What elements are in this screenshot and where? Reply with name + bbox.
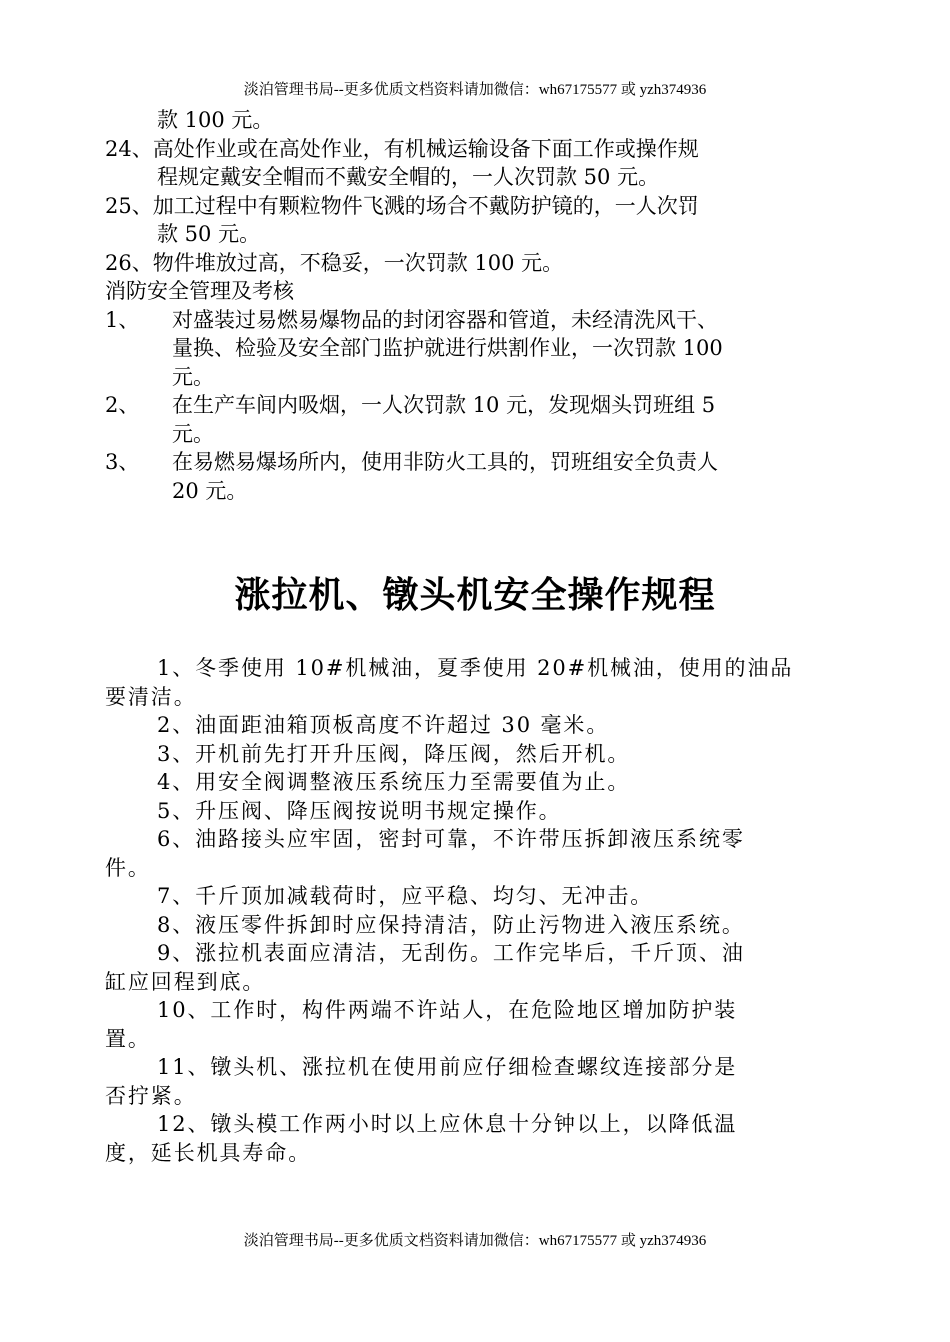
fire-item-1-line-2: 量换、检验及安全部门监护就进行烘割作业，一次罚款 100 bbox=[172, 336, 723, 360]
fire-item-2-text-1: 在生产车间内吸烟，一人次罚款 10 元，发现烟头罚班组 5 bbox=[172, 393, 716, 417]
procedure-line: 11、镦头机、涨拉机在使用前应仔细检查螺纹连接部分是 bbox=[157, 1055, 738, 1079]
item-24-line-1: 24、高处作业或在高处作业，有机械运输设备下面工作或操作规 bbox=[105, 136, 699, 161]
procedure-line: 2、油面距油箱顶板高度不许超过 30 毫米。 bbox=[157, 713, 610, 737]
continued-line: 款 100 元。 bbox=[157, 108, 274, 132]
fire-item-2-number: 2、 bbox=[105, 393, 140, 417]
procedure-line: 5、升压阀、降压阀按说明书规定操作。 bbox=[157, 798, 562, 823]
fire-item-1-text-1: 对盛装过易燃易爆物品的封闭容器和管道，未经清洗风干、 bbox=[172, 307, 718, 332]
procedure-line: 9、涨拉机表面应清洁，无刮伤。工作完毕后，千斤顶、油 bbox=[157, 941, 745, 965]
fire-item-3-line-1 bbox=[105, 448, 850, 477]
fire-item-2-line-1 bbox=[105, 391, 850, 420]
fire-item-3-number: 3、 bbox=[105, 450, 140, 474]
procedure-line: 6、油路接头应牢固，密封可靠，不许带压拆卸液压系统零 bbox=[157, 827, 745, 851]
item-25-line-1: 25、加工过程中有颗粒物件飞溅的场合不戴防护镜的，一人次罚 bbox=[105, 193, 699, 218]
procedure-line: 置。 bbox=[105, 1026, 151, 1051]
item-26: 26、物件堆放过高，不稳妥，一次罚款 100 元。 bbox=[105, 250, 564, 275]
procedure-line: 度，延长机具寿命。 bbox=[105, 1140, 312, 1165]
page-footer: 淡泊管理书局--更多优质文档资料请加微信：wh67175577 或 yzh374936 bbox=[243, 1233, 707, 1249]
fire-safety-heading: 消防安全管理及考核 bbox=[105, 279, 294, 303]
item-24-line-2: 程规定戴安全帽而不戴安全帽的，一人次罚款 50 元。 bbox=[157, 165, 660, 189]
fire-item-2-line-2: 元。 bbox=[172, 421, 214, 446]
procedure-line: 12、镦头模工作两小时以上应休息十分钟以上，以降低温 bbox=[157, 1112, 738, 1136]
penalty-list bbox=[105, 106, 850, 505]
procedure-line: 8、液压零件拆卸时应保持清洁，防止污物进入液压系统。 bbox=[157, 912, 745, 937]
procedure-list bbox=[105, 654, 850, 1167]
fire-item-3-text-1: 在易燃易爆场所内，使用非防火工具的，罚班组安全负责人 bbox=[172, 450, 718, 474]
procedure-line: 件。 bbox=[105, 855, 151, 880]
procedure-line: 缸应回程到底。 bbox=[105, 969, 266, 994]
fire-item-1-line-3: 元。 bbox=[172, 364, 214, 389]
procedure-line: 要清洁。 bbox=[105, 684, 197, 709]
fire-item-1-number: 1、 bbox=[105, 307, 140, 332]
procedure-line: 7、千斤顶加减载荷时，应平稳、均匀、无冲击。 bbox=[157, 884, 654, 908]
procedure-line: 否拧紧。 bbox=[105, 1083, 197, 1108]
fire-item-1-line-1 bbox=[105, 306, 850, 335]
procedure-title: 涨拉机、镦头机安全操作规程 bbox=[234, 575, 716, 616]
procedure-line: 3、开机前先打开升压阀，降压阀，然后开机。 bbox=[157, 741, 631, 766]
page-header: 淡泊管理书局--更多优质文档资料请加微信：wh67175577 或 yzh374936 bbox=[243, 82, 707, 98]
procedure-line: 1、冬季使用 10#机械油，夏季使用 20#机械油，使用的油品 bbox=[157, 656, 794, 680]
procedure-line: 4、用安全阀调整液压系统压力至需要值为止。 bbox=[157, 770, 631, 794]
procedure-line: 10、工作时，构件两端不许站人，在危险地区增加防护装 bbox=[157, 998, 738, 1022]
fire-item-3-line-2: 20 元。 bbox=[172, 478, 248, 503]
item-25-line-2: 款 50 元。 bbox=[157, 222, 261, 246]
